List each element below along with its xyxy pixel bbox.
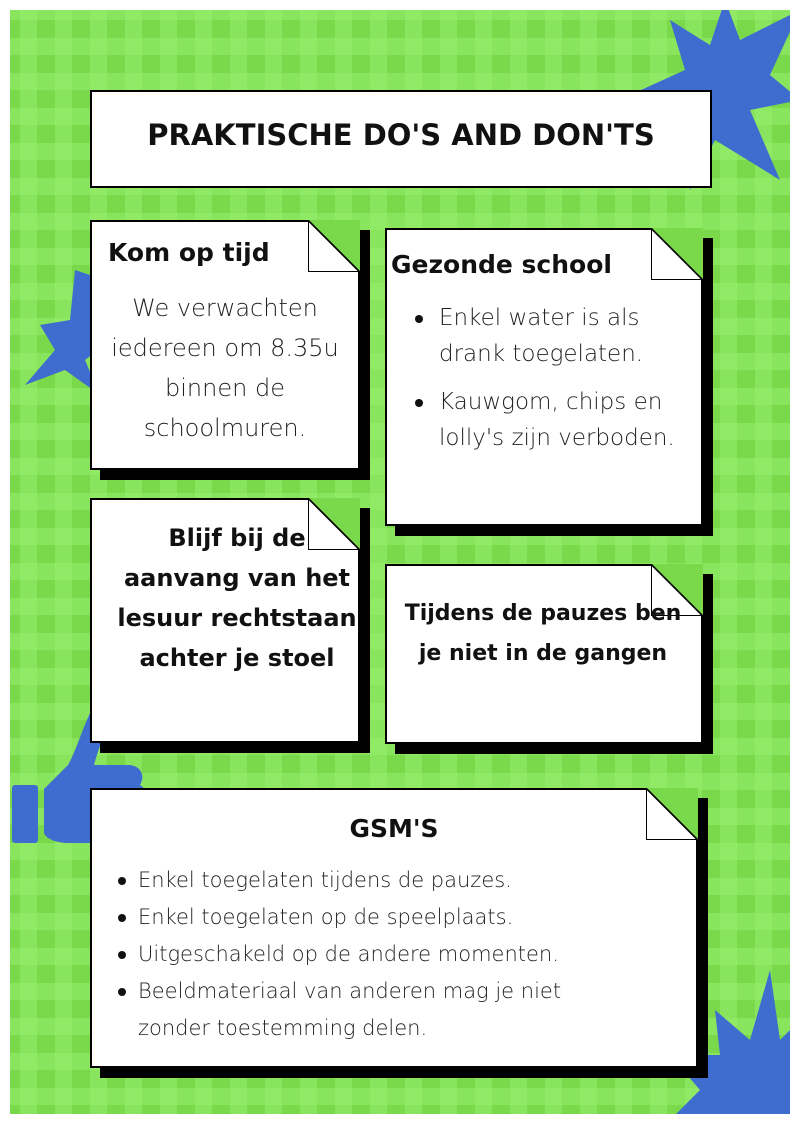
list-item [116,899,676,936]
list-item-text: Enkel water is als drank toegelaten. [439,305,644,367]
card-text: Blijf bij de aanvang van het lesuur rechtstaan achter je stoel [117,524,357,672]
page-title: PRAKTISCHE DO'S AND DON'TS [147,118,655,152]
poster [10,10,790,1114]
card-title: GSM'S [349,814,439,843]
list-item-text: Uitgeschakeld op de andere momenten. [138,942,559,966]
card-on-time [90,220,360,470]
list-item-text: Beeldmateriaal van anderen mag je niet zonder toestemming delen. [138,979,562,1040]
list-item [413,300,683,372]
phones-list [116,862,676,1047]
card-text: We verwachten iedereen om 8.35u binnen de schoolmuren. [111,294,339,442]
list-item-text: Enkel toegelaten tijdens de pauzes. [138,868,512,892]
title-banner [90,90,712,188]
card-title: Kom op tijd [108,238,270,267]
list-item [116,973,676,1047]
card-healthy-school [385,228,703,526]
folded-corner-icon [651,228,703,280]
list-item-text: Enkel toegelaten op de speelplaats. [138,905,514,929]
card-phones [90,788,698,1068]
list-item [116,862,676,899]
card-stand-up [90,498,360,743]
card-breaks [385,564,703,744]
list-item [413,384,683,456]
list-item [116,936,676,973]
card-title: Gezonde school [391,250,612,279]
list-item-text: Kauwgom, chips en lolly's zijn verboden. [439,389,675,451]
card-text: Tijdens de pauzes ben je niet in de gangen [404,601,682,666]
folded-corner-icon [308,220,360,272]
healthy-list [413,300,683,456]
